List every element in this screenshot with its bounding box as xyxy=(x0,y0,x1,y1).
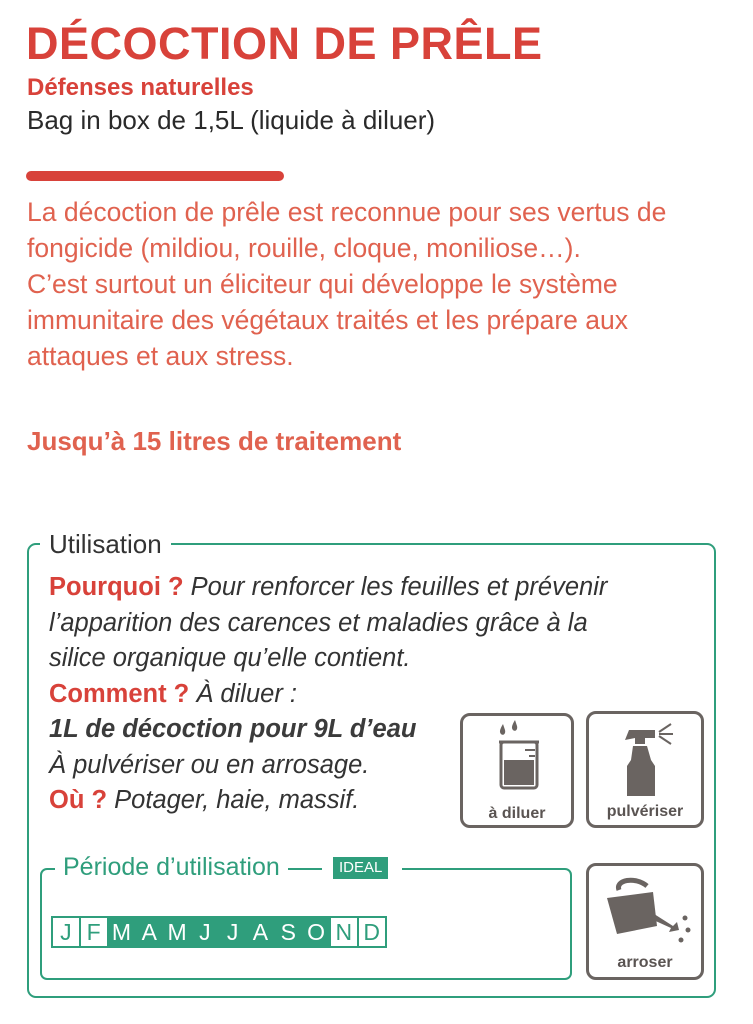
description-paragraph-1: La décoction de prêle est reconnue pour ses vertus de fongicide (mildiou, rouille, cloque, moniliose…). xyxy=(27,197,667,263)
month-cell: D xyxy=(357,916,387,948)
divider-bar xyxy=(26,171,284,181)
where-label: Où ? xyxy=(49,786,108,814)
product-subtitle: Défenses naturelles xyxy=(27,74,254,101)
why-label: Pourquoi ? xyxy=(49,573,184,601)
how-label: Comment ? xyxy=(49,679,190,708)
ideal-badge: IDEAL xyxy=(333,857,388,879)
product-description xyxy=(27,194,727,374)
month-cell: J xyxy=(190,916,220,948)
month-cell: F xyxy=(79,916,109,948)
how-row xyxy=(49,677,607,713)
month-cell: N xyxy=(329,916,359,948)
why-text-2: l’apparition des carences et maladies grâce à la xyxy=(49,608,588,637)
description-paragraph-2: C’est surtout un éliciteur qui développe le système immunitaire des végétaux traités et les prépare aux attaques et aux stress. xyxy=(27,269,628,371)
month-cell: O xyxy=(301,916,331,948)
beaker-icon xyxy=(463,718,571,798)
usage-legend: Utilisation xyxy=(40,528,171,560)
spray-bottle-icon xyxy=(589,716,701,800)
how-text: À diluer : xyxy=(196,679,297,708)
treatment-yield: Jusqu’à 15 litres de traitement xyxy=(27,426,402,456)
dilute-icon-card xyxy=(460,713,574,828)
month-calendar xyxy=(51,916,385,948)
water-icon-card xyxy=(586,863,704,980)
month-cell: M xyxy=(162,916,192,948)
where-text: Potager, haie, massif. xyxy=(114,786,360,814)
month-cell: A xyxy=(134,916,164,948)
dilute-label: à diluer xyxy=(488,805,546,822)
product-title: DÉCOCTION DE PRÊLE xyxy=(26,18,543,69)
watering-can-icon xyxy=(589,868,701,954)
water-label: arroser xyxy=(617,954,673,971)
method-text: À pulvériser ou en arrosage. xyxy=(49,750,370,779)
why-text-3: silice organique qu’elle contient. xyxy=(49,644,411,672)
why-row xyxy=(49,570,607,606)
month-cell: M xyxy=(107,916,137,948)
product-format: Bag in box de 1,5L (liquide à diluer) xyxy=(27,105,436,135)
spray-icon-card xyxy=(586,711,704,828)
why-text-1: Pour renforcer les feuilles et prévenir xyxy=(190,573,608,601)
period-legend: Période d’utilisation xyxy=(55,852,288,882)
spray-label: pulvériser xyxy=(606,803,684,820)
month-cell: S xyxy=(273,916,303,948)
dose-text: 1L de décoction pour 9L d’eau xyxy=(49,715,417,743)
month-cell: J xyxy=(51,916,81,948)
month-cell: J xyxy=(218,916,248,948)
month-cell: A xyxy=(246,916,276,948)
